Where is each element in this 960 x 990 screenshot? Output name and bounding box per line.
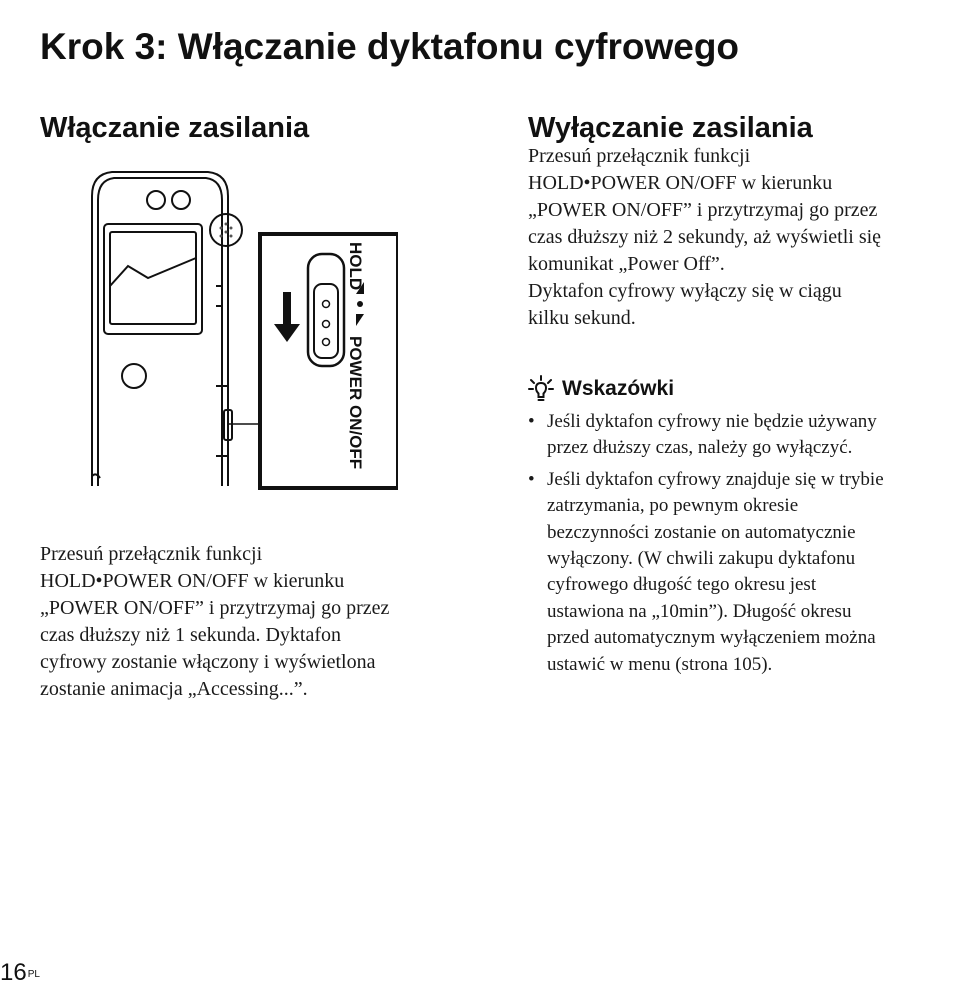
tip-item	[528, 467, 960, 678]
tips-list	[528, 409, 960, 683]
tip-line: przez dłuższy czas, należy go wyłączyć.	[547, 437, 853, 459]
tip-item	[528, 409, 960, 462]
power-on-line: Przesuń przełącznik funkcji	[40, 543, 263, 565]
power-off-line: Dyktafon cyfrowy wyłączy się w ciągu	[528, 280, 842, 302]
device-body	[92, 172, 228, 486]
power-off-line: „POWER ON/OFF” i przytrzymaj go przez	[528, 199, 878, 221]
power-on-line: HOLD•POWER ON/OFF w kierunku	[40, 570, 345, 592]
power-off-line: kilku sekund.	[528, 307, 636, 329]
power-on-line: „POWER ON/OFF” i przytrzymaj go przez	[40, 597, 390, 619]
power-on-line: zostanie animacja „Accessing...”.	[40, 678, 308, 700]
tip-line: przed automatycznym wyłączeniem można	[547, 627, 876, 649]
power-on-line: czas dłuższy niż 1 sekunda. Dyktafon	[40, 624, 342, 646]
page-number-suffix: PL	[27, 969, 40, 980]
power-off-line: czas dłuższy niż 2 sekundy, aż wyświetli się	[528, 226, 882, 248]
tip-line: ustawić w menu (strona 105).	[547, 653, 773, 675]
power-on-heading: Włączanie zasilania	[40, 112, 310, 145]
tips-title: Wskazówki	[562, 377, 675, 400]
tip-line: bezczynności zostanie on automatycznie	[547, 521, 856, 543]
recorder-illustration	[88, 166, 398, 496]
power-off-line: HOLD•POWER ON/OFF w kierunku	[528, 172, 833, 194]
page-number	[0, 959, 40, 987]
tips-header	[528, 373, 674, 405]
recorder-drawing	[88, 166, 398, 496]
switch-label-power: POWER ON/OFF	[346, 336, 365, 470]
power-off-heading: Wyłączanie zasilania	[528, 112, 813, 145]
power-off-instructions	[528, 143, 960, 332]
power-off-line: komunikat „Power Off”.	[528, 253, 725, 275]
page-number-value: 16	[0, 959, 27, 986]
power-off-line: Przesuń przełącznik funkcji	[528, 145, 751, 167]
tip-line: Jeśli dyktafon cyfrowy znajduje się w trybie	[547, 468, 884, 490]
tip-line: Jeśli dyktafon cyfrowy nie będzie używany	[547, 411, 877, 432]
bullet: •	[528, 411, 535, 432]
power-on-instructions	[40, 541, 480, 703]
switch-label-hold: HOLD	[346, 242, 365, 291]
tip-line: cyfrowego długość tego okresu jest	[547, 574, 817, 596]
tip-line: zatrzymania, po pewnym okresie	[547, 495, 799, 517]
tip-line: wyłączony. (W chwili zakupu dyktafonu	[547, 548, 856, 570]
power-on-line: cyfrowy zostanie włączony i wyświetlona	[40, 651, 376, 673]
bullet: •	[528, 468, 535, 490]
lightbulb-icon	[528, 374, 554, 404]
page-title: Krok 3: Włączanie dyktafonu cyfrowego	[40, 25, 740, 67]
tip-line: ustawiona na „10min”). Długość okresu	[547, 600, 852, 622]
